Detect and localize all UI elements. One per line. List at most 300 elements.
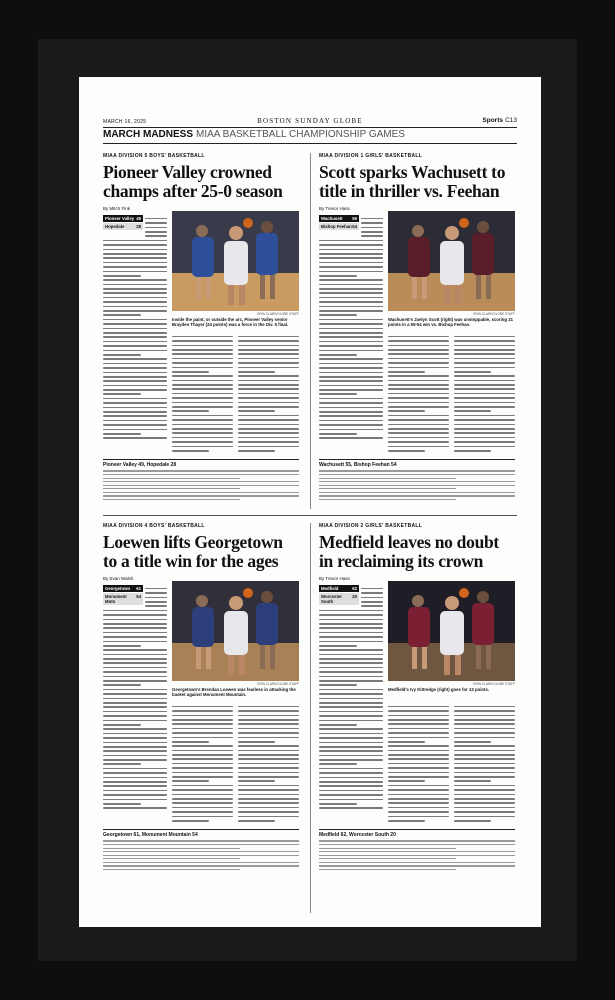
text-line <box>103 671 167 673</box>
text-line <box>454 450 491 452</box>
text-line <box>388 437 449 439</box>
box-score-line <box>103 840 299 841</box>
text-line <box>319 755 383 757</box>
text-line <box>319 415 383 417</box>
text-line <box>103 310 167 312</box>
text-line <box>454 816 515 818</box>
text-line <box>238 715 299 717</box>
box-score-line <box>103 495 299 496</box>
box-score-line <box>319 488 456 489</box>
text-line <box>238 807 299 809</box>
text-line <box>388 789 449 791</box>
score-team: Worcester South <box>321 594 342 604</box>
text-line <box>454 345 515 347</box>
text-line <box>172 754 233 756</box>
text-line <box>238 732 299 734</box>
byline: By Mitch Fink <box>103 206 131 211</box>
text-line <box>103 790 167 792</box>
text-line <box>103 292 167 294</box>
text-line <box>319 398 383 400</box>
text-line <box>238 388 299 390</box>
text-line <box>103 755 167 757</box>
text-line <box>172 811 233 813</box>
box-score-line <box>319 869 456 870</box>
box-score-line <box>319 862 515 863</box>
text-line <box>103 715 167 717</box>
text-line <box>319 803 357 805</box>
text-line <box>103 249 167 251</box>
text-line <box>103 262 167 264</box>
text-line <box>103 363 167 365</box>
text-line <box>145 597 167 599</box>
box-score-line <box>319 865 515 866</box>
text-line <box>172 415 233 417</box>
text-line <box>454 723 515 725</box>
scoreboard <box>319 215 359 231</box>
article-text-column <box>388 703 449 824</box>
text-line <box>103 372 167 374</box>
text-line <box>172 340 233 342</box>
text-line <box>103 358 167 360</box>
text-line <box>103 632 167 634</box>
text-line <box>454 358 515 360</box>
score-row <box>103 585 143 593</box>
text-line <box>319 632 383 634</box>
box-score-line <box>319 485 515 486</box>
text-line <box>103 253 167 255</box>
text-line <box>238 723 299 725</box>
text-line <box>172 349 233 351</box>
text-line <box>454 419 515 421</box>
text-line <box>172 767 233 769</box>
text-line <box>238 415 299 417</box>
text-line <box>319 614 383 616</box>
article-text-column <box>388 333 449 454</box>
text-line <box>103 781 167 783</box>
text-line <box>319 288 383 290</box>
text-line <box>319 306 383 308</box>
score-row <box>103 593 143 606</box>
text-line <box>319 424 383 426</box>
text-line <box>238 340 299 342</box>
text-line <box>172 741 209 743</box>
text-line <box>103 266 167 268</box>
text-line <box>388 780 425 782</box>
text-line <box>145 592 167 594</box>
text-line <box>454 811 515 813</box>
box-score-line <box>103 844 299 845</box>
text-line <box>319 372 383 374</box>
text-line <box>454 710 515 712</box>
text-line <box>319 720 383 722</box>
text-line <box>238 349 299 351</box>
text-line <box>454 754 515 756</box>
text-line <box>454 441 515 443</box>
text-line <box>319 354 357 356</box>
text-line <box>172 428 233 430</box>
text-line <box>319 341 383 343</box>
text-line <box>319 759 383 761</box>
photo-credit: ERIN CLARK/GLOBE STAFF <box>473 682 515 686</box>
score-points: 62 <box>352 586 357 591</box>
text-line <box>361 231 383 233</box>
photo-caption <box>388 687 515 692</box>
score-team: Wachusett <box>321 216 343 221</box>
text-line <box>103 271 167 273</box>
text-line <box>238 728 299 730</box>
box-score-title: Pioneer Valley 49, Hopedale 28 <box>103 462 177 468</box>
text-line <box>172 450 209 452</box>
text-line <box>319 733 383 735</box>
text-line <box>454 719 515 721</box>
text-line <box>454 446 515 448</box>
article-photo <box>388 581 515 681</box>
text-line <box>103 306 167 308</box>
score-row <box>319 215 359 223</box>
text-line <box>172 358 233 360</box>
text-line <box>103 244 167 246</box>
text-line <box>454 789 515 791</box>
text-line <box>319 711 383 713</box>
score-points: 49 <box>136 216 141 221</box>
box-score-title: Medfield 62, Worcester South 20 <box>319 832 396 838</box>
box-score-line <box>319 844 515 845</box>
text-line <box>454 772 515 774</box>
score-points: 54 <box>136 594 141 599</box>
text-line <box>388 388 449 390</box>
article-label: MIAA DIVISION 4 BOYS' BASKETBALL <box>103 523 205 529</box>
text-line <box>454 767 515 769</box>
text-line <box>388 424 449 426</box>
text-line <box>103 724 141 726</box>
text-line <box>172 772 233 774</box>
box-score-line <box>103 492 299 493</box>
text-line <box>103 415 167 417</box>
text-line <box>172 785 233 787</box>
text-line <box>361 222 383 224</box>
text-line <box>388 732 449 734</box>
text-line <box>454 336 515 338</box>
text-line <box>319 385 383 387</box>
box-score-line <box>319 858 456 859</box>
text-line <box>388 715 449 717</box>
text-line <box>238 750 299 752</box>
text-line <box>145 222 167 224</box>
text-line <box>103 407 167 409</box>
text-line <box>454 353 515 355</box>
text-line <box>172 424 233 426</box>
box-score-line <box>319 474 515 475</box>
text-line <box>388 340 449 342</box>
text-line <box>103 279 167 281</box>
text-line <box>172 789 233 791</box>
text-line <box>388 362 449 364</box>
text-line <box>172 816 233 818</box>
text-line <box>103 658 167 660</box>
text-line <box>319 645 357 647</box>
text-line <box>361 218 383 220</box>
text-line <box>103 627 167 629</box>
box-score-title: Wachusett 55, Bishop Feehan 54 <box>319 462 397 468</box>
text-line <box>172 745 233 747</box>
text-line <box>454 380 515 382</box>
text-line <box>319 794 383 796</box>
text-line <box>454 750 515 752</box>
text-line <box>454 776 515 778</box>
box-score-line <box>319 470 515 471</box>
text-line <box>238 710 299 712</box>
text-line <box>172 710 233 712</box>
text-line <box>319 345 383 347</box>
text-line <box>238 358 299 360</box>
text-line <box>103 424 167 426</box>
text-line <box>319 610 383 612</box>
text-line <box>103 641 167 643</box>
text-line <box>319 284 383 286</box>
box-score-line <box>319 855 515 856</box>
photo-credit: ERIN CLARK/GLOBE STAFF <box>257 682 299 686</box>
text-line <box>103 711 167 713</box>
text-line <box>319 253 383 255</box>
text-line <box>388 772 449 774</box>
text-line <box>454 406 515 408</box>
text-line <box>238 353 299 355</box>
text-line <box>319 658 383 660</box>
text-line <box>319 328 383 330</box>
box-score-line <box>103 485 299 486</box>
text-line <box>319 742 383 744</box>
masthead-page-number: C13 <box>505 117 517 124</box>
photo-caption <box>388 317 515 327</box>
scoreboard <box>103 585 143 606</box>
box-score-line <box>103 851 299 852</box>
box-score-line <box>103 474 299 475</box>
article-headline: Pioneer Valley crowned champs after 25-0 season <box>103 162 283 201</box>
score-team: Medfield <box>321 586 339 591</box>
text-line <box>103 763 141 765</box>
text-line <box>319 737 383 739</box>
text-line <box>319 301 383 303</box>
text-line <box>103 345 167 347</box>
text-line <box>454 715 515 717</box>
text-line <box>319 807 383 809</box>
text-line <box>388 723 449 725</box>
text-line <box>238 767 299 769</box>
text-line <box>454 785 515 787</box>
text-line <box>454 393 515 395</box>
box-score-line <box>319 840 515 841</box>
text-line <box>238 772 299 774</box>
text-line <box>388 393 449 395</box>
text-line <box>103 772 167 774</box>
text-line <box>319 684 357 686</box>
text-line <box>388 450 425 452</box>
kicker-rule <box>103 143 517 144</box>
article-text-column <box>454 333 515 454</box>
masthead-section: Sports <box>482 117 503 124</box>
text-line <box>238 397 299 399</box>
text-line <box>238 719 299 721</box>
text-line <box>388 349 449 351</box>
text-line <box>238 763 299 765</box>
text-line <box>103 680 167 682</box>
text-line <box>238 816 299 818</box>
text-line <box>103 803 141 805</box>
text-line <box>319 781 383 783</box>
text-line <box>103 376 167 378</box>
article-text-column <box>172 333 233 454</box>
text-line <box>103 437 167 439</box>
text-line <box>238 336 299 338</box>
text-line <box>319 750 383 752</box>
text-line <box>388 802 449 804</box>
box-score-line <box>103 470 299 471</box>
text-line <box>454 807 515 809</box>
text-line <box>388 371 425 373</box>
text-line <box>103 385 167 387</box>
article-text-column <box>238 333 299 454</box>
text-line <box>238 785 299 787</box>
row-divider <box>103 515 517 516</box>
text-line <box>319 768 383 770</box>
text-line <box>103 433 141 435</box>
text-line <box>361 597 383 599</box>
text-line <box>172 437 233 439</box>
score-points: 54 <box>352 224 357 229</box>
box-score <box>103 829 299 873</box>
photo-credit: ERIN CLARK/GLOBE STAFF <box>473 312 515 316</box>
text-line <box>103 768 167 770</box>
text-line <box>454 384 515 386</box>
box-score-line <box>103 478 240 479</box>
box-score-line <box>319 492 515 493</box>
text-line <box>319 358 383 360</box>
text-line <box>319 319 383 321</box>
text-line <box>319 262 383 264</box>
text-line <box>454 388 515 390</box>
section-kicker <box>103 129 517 140</box>
byline: By Evan Walsh <box>103 576 134 581</box>
article-label: MIAA DIVISION 2 GIRLS' BASKETBALL <box>319 523 423 529</box>
article-text-column <box>319 237 383 442</box>
text-line <box>454 732 515 734</box>
text-line <box>238 811 299 813</box>
caption-text: Medfield's Ivy Kittredge (right) goes for 13 points. <box>388 687 490 692</box>
text-line <box>103 284 167 286</box>
text-line <box>454 706 515 708</box>
box-score-line <box>103 855 299 856</box>
text-line <box>103 728 167 730</box>
text-line <box>145 218 167 220</box>
text-line <box>454 758 515 760</box>
text-line <box>238 402 299 404</box>
text-line <box>388 428 449 430</box>
text-line <box>319 715 383 717</box>
text-line <box>319 393 357 395</box>
text-line <box>103 275 141 277</box>
text-line <box>103 742 167 744</box>
text-line <box>388 794 449 796</box>
text-line <box>103 288 167 290</box>
article-text-column <box>454 703 515 824</box>
text-line <box>319 244 383 246</box>
text-line <box>172 388 233 390</box>
text-line <box>238 446 299 448</box>
text-line <box>103 429 167 431</box>
text-line <box>319 689 383 691</box>
masthead-paper-name: BOSTON SUNDAY GLOBE <box>257 117 363 125</box>
text-line <box>172 737 233 739</box>
text-line <box>103 402 167 404</box>
text-line <box>103 240 167 242</box>
text-line <box>103 720 167 722</box>
score-team: Hopedale <box>105 224 125 229</box>
text-line <box>103 380 167 382</box>
text-line <box>172 807 233 809</box>
text-line <box>319 785 383 787</box>
score-team: Pioneer Valley <box>105 216 135 221</box>
text-line <box>103 610 167 612</box>
text-line <box>103 350 167 352</box>
text-line <box>103 649 167 651</box>
text-line <box>319 746 383 748</box>
text-line <box>454 424 515 426</box>
article-photo <box>172 581 299 681</box>
basketball-action-photo <box>388 211 515 311</box>
score-team: Bishop Feehan <box>321 224 352 229</box>
text-line <box>361 601 383 603</box>
text-line <box>319 407 383 409</box>
text-line <box>319 777 383 779</box>
text-line <box>319 297 383 299</box>
text-line <box>454 728 515 730</box>
text-line <box>319 402 383 404</box>
text-line <box>388 441 449 443</box>
text-line <box>103 367 167 369</box>
text-line <box>319 240 383 242</box>
text-line <box>103 623 167 625</box>
text-line <box>454 371 491 373</box>
text-line <box>319 799 383 801</box>
box-score-title: Georgetown 61, Monument Mountain 54 <box>103 832 198 838</box>
text-line <box>238 393 299 395</box>
text-line <box>361 227 383 229</box>
text-line <box>388 767 449 769</box>
text-line <box>103 301 167 303</box>
text-line <box>388 380 449 382</box>
text-line <box>103 799 167 801</box>
text-line <box>103 354 141 356</box>
box-score-line <box>103 481 299 482</box>
text-line <box>103 297 167 299</box>
score-row <box>319 585 359 593</box>
text-line <box>319 654 383 656</box>
text-line <box>103 323 167 325</box>
text-line <box>319 763 357 765</box>
text-line <box>388 384 449 386</box>
box-score <box>319 829 515 873</box>
text-line <box>172 763 233 765</box>
text-line <box>319 623 383 625</box>
text-line <box>103 794 167 796</box>
text-line <box>319 437 383 439</box>
text-line <box>454 402 515 404</box>
text-line <box>172 397 233 399</box>
box-score-line <box>103 848 240 849</box>
text-line <box>388 706 449 708</box>
byline: By Trevor Hass <box>319 206 350 211</box>
text-line <box>103 654 167 656</box>
